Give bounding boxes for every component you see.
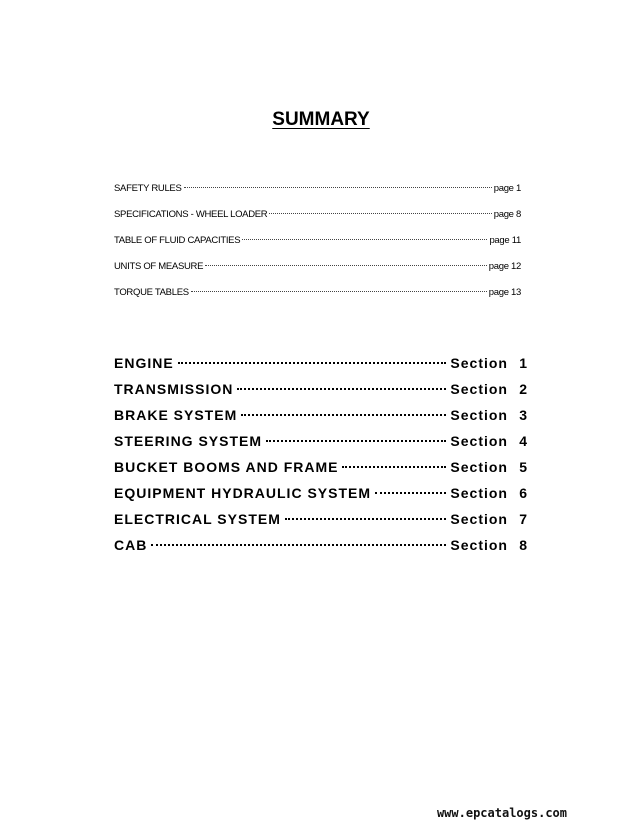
section-label: CAB: [114, 537, 148, 553]
toc-entry-page: page 8: [493, 209, 521, 220]
section-entry-electrical-system[interactable]: [114, 506, 528, 532]
dot-leader: [342, 466, 446, 468]
dot-leader: [375, 492, 446, 494]
toc-entry-page: page 1: [493, 183, 521, 194]
section-label: EQUIPMENT HYDRAULIC SYSTEM: [114, 485, 372, 501]
section-entry-steering-system[interactable]: [114, 428, 528, 454]
dot-leader: [184, 187, 492, 188]
toc-entry-specifications[interactable]: [114, 206, 521, 232]
section-number: 2: [519, 381, 528, 397]
section-word: Section: [450, 485, 508, 501]
dot-leader: [178, 362, 447, 364]
toc-entry-label: SAFETY RULES: [114, 183, 182, 194]
page-title: SUMMARY: [272, 109, 370, 130]
section-word: Section: [450, 355, 508, 371]
section-number: 5: [519, 459, 528, 475]
toc-entry-label: UNITS OF MEASURE: [114, 261, 204, 272]
toc-entry-torque-tables[interactable]: [114, 284, 521, 310]
section-label: STEERING SYSTEM: [114, 433, 263, 449]
toc-entry-label: TABLE OF FLUID CAPACITIES: [114, 235, 241, 246]
dot-leader: [205, 265, 487, 266]
section-entry-equipment-hydraulic[interactable]: [114, 480, 528, 506]
toc-entry-page: page 12: [488, 261, 521, 272]
dot-leader: [242, 239, 487, 240]
toc-entry-units-of-measure[interactable]: [114, 258, 521, 284]
section-number: 1: [519, 355, 528, 371]
section-label: TRANSMISSION: [114, 381, 234, 397]
section-word: Section: [450, 407, 508, 423]
section-entry-engine[interactable]: [114, 350, 528, 376]
section-label: ENGINE: [114, 355, 174, 371]
toc-entry-label: TORQUE TABLES: [114, 287, 189, 298]
dot-leader: [266, 440, 446, 442]
section-word: Section: [450, 537, 508, 553]
dot-leader: [191, 291, 487, 292]
section-number: 7: [519, 511, 528, 527]
toc-entry-safety-rules[interactable]: [114, 180, 521, 206]
section-entry-brake-system[interactable]: [114, 402, 528, 428]
section-toc-list: [114, 350, 528, 558]
section-word: Section: [450, 459, 508, 475]
section-number: 8: [519, 537, 528, 553]
dot-leader: [237, 388, 446, 390]
intro-toc-list: [114, 180, 521, 310]
watermark-url: www.epcatalogs.com: [436, 806, 567, 820]
dot-leader: [241, 414, 446, 416]
toc-entry-page: page 13: [488, 287, 521, 298]
section-label: BRAKE SYSTEM: [114, 407, 238, 423]
section-number: 3: [519, 407, 528, 423]
section-word: Section: [450, 381, 508, 397]
dot-leader: [285, 518, 447, 520]
toc-entry-fluid-capacities[interactable]: [114, 232, 521, 258]
toc-entry-page: page 11: [489, 235, 521, 246]
section-word: Section: [450, 433, 508, 449]
section-label: ELECTRICAL SYSTEM: [114, 511, 281, 527]
section-entry-transmission[interactable]: [114, 376, 528, 402]
section-label: BUCKET BOOMS AND FRAME: [114, 459, 339, 475]
section-entry-cab[interactable]: [114, 532, 528, 558]
dot-leader: [151, 544, 446, 546]
section-entry-bucket-booms[interactable]: [114, 454, 528, 480]
section-number: 4: [519, 433, 528, 449]
section-number: 6: [519, 485, 528, 501]
dot-leader: [269, 213, 491, 214]
section-word: Section: [450, 511, 508, 527]
toc-entry-label: SPECIFICATIONS - WHEEL LOADER: [114, 209, 268, 220]
